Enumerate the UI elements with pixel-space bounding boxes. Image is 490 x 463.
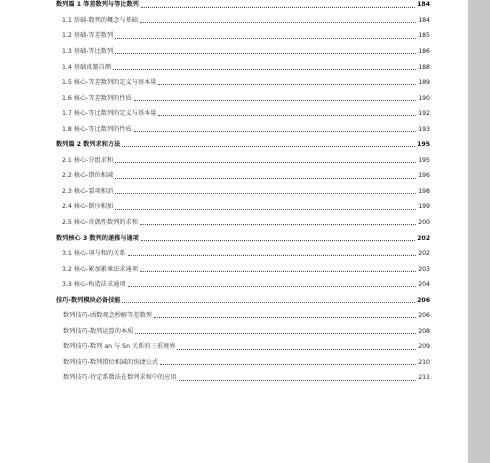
toc-entry-title: 数列篇 2 数列求和方法: [56, 141, 121, 149]
toc-entry-title: 数列技巧-数列错位相减的快捷公式: [63, 358, 159, 366]
toc-entry[interactable]: [56, 195, 430, 211]
toc-entry[interactable]: [56, 9, 430, 25]
toc-page-number: 193: [418, 125, 430, 133]
toc-page-number: 202: [417, 234, 430, 242]
toc-page-number: 184: [418, 16, 430, 24]
dot-leader: [140, 224, 416, 225]
toc-page-number: 200: [418, 219, 430, 226]
dot-leader: [122, 302, 415, 303]
toc-entry[interactable]: [56, 102, 430, 118]
dot-leader: [158, 115, 416, 116]
toc-entry-title: 1.8 核心-等比数列的性质: [62, 125, 132, 133]
toc-entry-title: 2.3 核心-裂项相消: [62, 187, 114, 195]
toc-entry[interactable]: [56, 71, 430, 87]
toc-entry-title: 数列技巧-数列运算的本质: [63, 327, 134, 335]
toc-entry-title: 数列技巧-函数观念秒解等差数列: [63, 312, 152, 320]
toc-entry-title: 2.4 核心-倒序相加: [62, 203, 114, 211]
dot-leader: [140, 271, 416, 272]
toc-entry-title: 数列篇 1 等差数列与等比数列: [56, 1, 139, 9]
toc-page-number: 185: [418, 32, 430, 40]
dot-leader: [179, 380, 417, 381]
toc-entry[interactable]: [56, 304, 430, 320]
toc-page-number: 184: [417, 1, 430, 9]
scrollbar[interactable]: [468, 0, 490, 463]
toc-page-number: 192: [418, 110, 430, 118]
toc-page-number: 195: [418, 156, 430, 164]
toc-page-number: 203: [418, 265, 430, 273]
toc-page-number: 209: [418, 343, 430, 351]
toc-entry[interactable]: [56, 335, 430, 351]
toc-entry[interactable]: [56, 211, 430, 227]
toc-page-number: 204: [418, 281, 430, 289]
toc-entry-title: 1.2 基础-等差数列: [62, 32, 114, 40]
toc-section-heading[interactable]: [56, 133, 430, 149]
toc-page-number: 196: [418, 172, 430, 180]
toc-section-heading[interactable]: [56, 226, 430, 242]
toc-entry[interactable]: [56, 273, 430, 289]
toc-entry-title: 3.2 核心-累加累乘法求通项: [62, 265, 138, 273]
toc-entry-title: 数列核心 3 数列的递推与通项: [56, 234, 139, 242]
dot-leader: [115, 162, 416, 163]
toc-entry-title: 技巧-数列模块必备技能: [56, 296, 121, 304]
toc-entry[interactable]: [56, 24, 430, 40]
toc-entry-title: 1.5 核心-等差数列的定义与基本量: [62, 79, 157, 87]
dot-leader: [115, 193, 416, 194]
dot-leader: [154, 317, 416, 318]
toc-page-number: 190: [418, 94, 430, 102]
toc-entry[interactable]: [56, 180, 430, 196]
toc-entry[interactable]: [56, 86, 430, 102]
toc-page-number: 208: [418, 327, 430, 335]
toc-entry-title: 1.6 核心-等差数列的性质: [62, 94, 132, 102]
toc-entry-title: 2.1 核心-分组求和: [62, 156, 114, 164]
dot-leader: [115, 53, 416, 54]
toc-entry[interactable]: [56, 40, 430, 56]
dot-leader: [128, 255, 417, 256]
toc-section-heading[interactable]: [56, 0, 430, 9]
toc-entry-title: 3.1 核心-项与和的关系: [62, 250, 126, 258]
toc-page-number: 206: [417, 296, 430, 304]
toc-entry[interactable]: [56, 319, 430, 335]
toc-entry[interactable]: [56, 366, 430, 382]
toc-entry-title: 数列技巧-待定系数法在数列求和中的应用: [63, 374, 177, 382]
dot-leader: [134, 100, 416, 101]
dot-leader: [113, 69, 416, 70]
toc-entry-title: 2.5 核心-奇偶性数列的求和: [62, 219, 138, 226]
toc-entry-title: 1.1 基础-数列的概念与基础: [62, 16, 138, 24]
toc-entry[interactable]: [56, 242, 430, 258]
dot-leader: [115, 209, 416, 210]
dot-leader: [128, 286, 417, 287]
toc-entry[interactable]: [56, 117, 430, 133]
dot-leader: [177, 349, 416, 350]
toc-page-number: 199: [418, 203, 430, 211]
toc-entry-title: 1.3 基础-等比数列: [62, 47, 114, 55]
toc-entry[interactable]: [56, 257, 430, 273]
dot-leader: [115, 38, 416, 39]
toc-entry[interactable]: [56, 351, 430, 367]
toc-entry[interactable]: [56, 148, 430, 164]
dot-leader: [122, 146, 415, 147]
dot-leader: [135, 333, 416, 334]
dot-leader: [141, 7, 415, 8]
dot-leader: [141, 240, 415, 241]
toc-page-number: 198: [418, 187, 430, 195]
table-of-contents: [56, 0, 430, 382]
dot-leader: [158, 84, 416, 85]
toc-page-number: 202: [418, 250, 430, 258]
dot-leader: [140, 22, 416, 23]
toc-page-number: 189: [418, 79, 430, 87]
toc-page-number: 210: [418, 358, 430, 366]
toc-entry[interactable]: [56, 164, 430, 180]
dot-leader: [134, 131, 416, 132]
toc-section-heading[interactable]: [56, 288, 430, 304]
toc-page-number: 186: [418, 47, 430, 55]
dot-leader: [160, 364, 416, 365]
dot-leader: [115, 178, 416, 179]
toc-entry-title: 1.7 核心-等比数列的定义与基本量: [62, 110, 157, 118]
toc-entry[interactable]: [56, 55, 430, 71]
toc-page-number: 188: [418, 63, 430, 71]
toc-entry-title: 数列技巧-数列 an 与 Sn 关系的三重境界: [63, 343, 176, 351]
toc-page-number: 211: [418, 374, 430, 382]
toc-page-number: 195: [417, 141, 430, 149]
toc-entry-title: 3.3 核心-构造法求通项: [62, 281, 126, 289]
toc-page-number: 206: [418, 312, 430, 320]
toc-entry-title: 2.2 核心-错位相减: [62, 172, 114, 180]
toc-entry-title: 1.4 基础真题自测: [62, 63, 111, 71]
